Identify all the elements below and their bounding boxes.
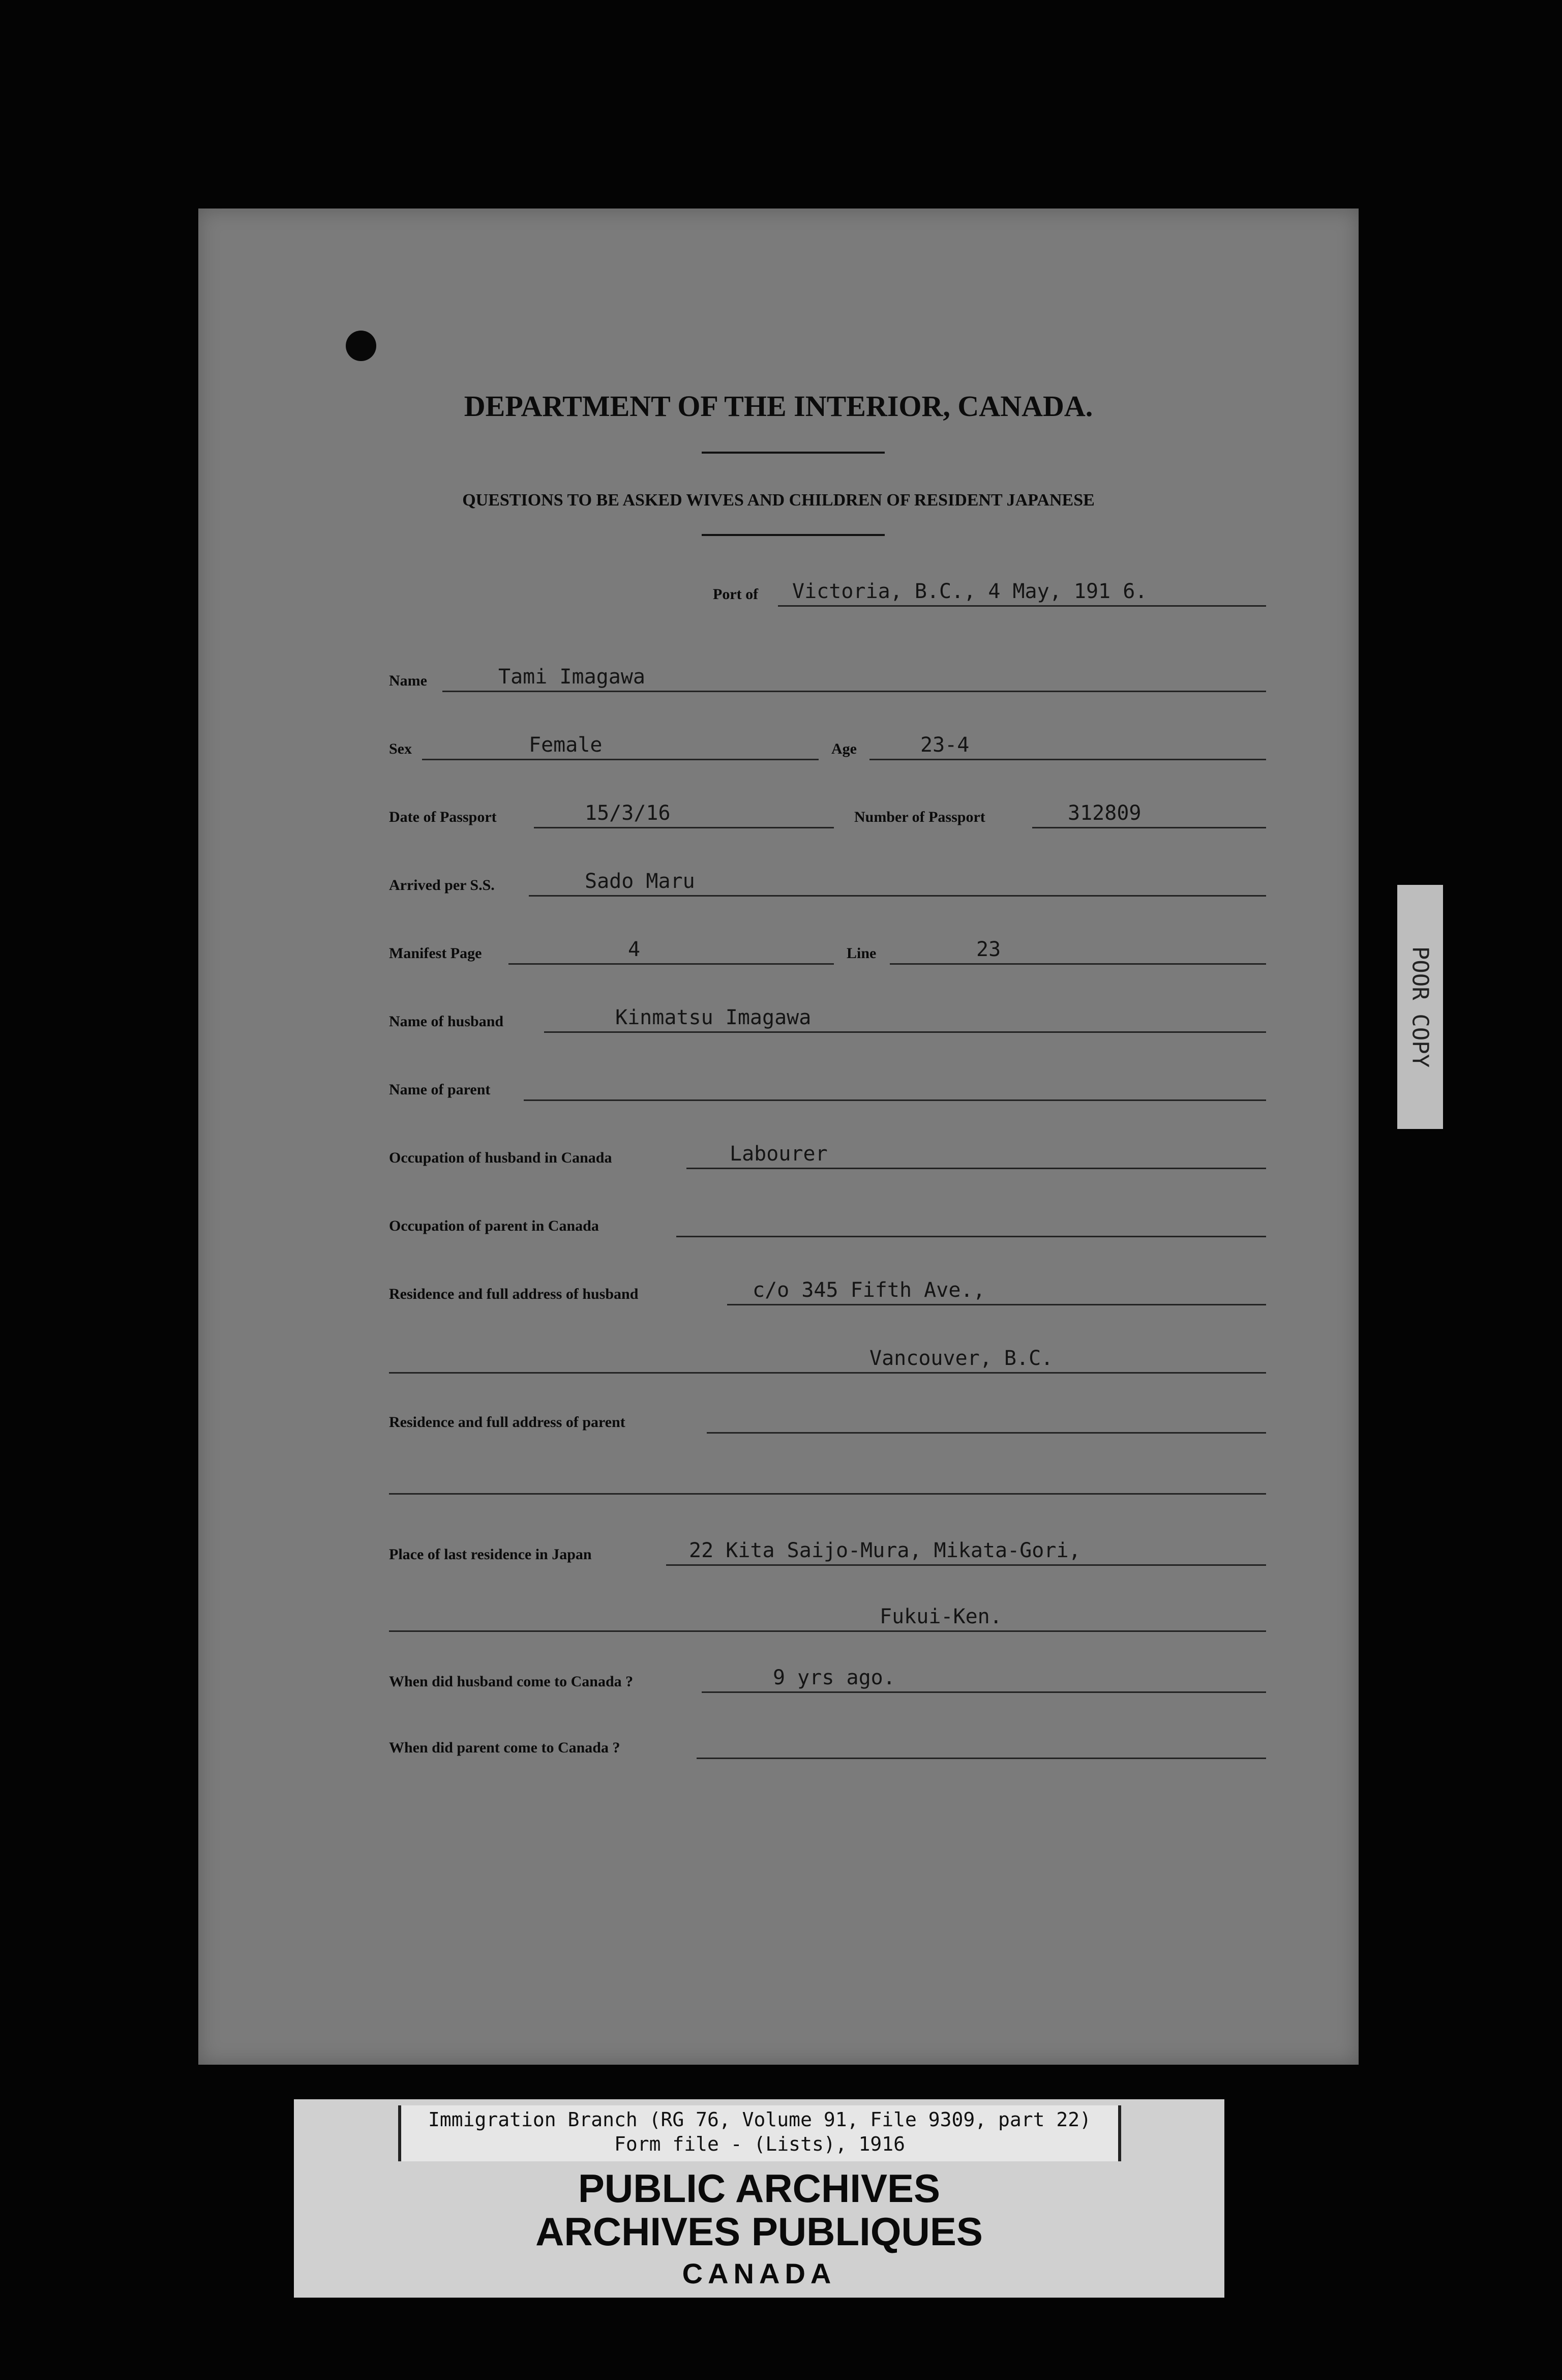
residence-parent-line-2 (389, 1493, 1266, 1495)
age-label: Age (831, 740, 857, 757)
line-line (890, 963, 1266, 965)
form-subtitle: QUESTIONS TO BE ASKED WIVES AND CHILDREN OF RESIDENT JAPANESE (462, 491, 1095, 510)
line-label: Line (847, 945, 877, 962)
date-of-passport-value: 15/3/16 (585, 801, 671, 825)
arrived-per-line (529, 895, 1266, 897)
port-value: Victoria, B.C., 4 May, 191 6. (792, 580, 1148, 603)
archives-line-1: PUBLIC ARCHIVES (578, 2166, 941, 2211)
husband-came-value: 9 yrs ago. (773, 1666, 895, 1689)
name-of-husband-line (544, 1031, 1266, 1033)
form-title: DEPARTMENT OF THE INTERIOR, CANADA. (464, 390, 1093, 423)
poor-copy-text: POOR COPY (1407, 946, 1433, 1068)
reference-line-2: Form file - (Lists), 1916 (614, 2133, 905, 2155)
sex-line (422, 759, 819, 760)
occupation-husband-label: Occupation of husband in Canada (389, 1149, 612, 1166)
last-residence-line-2 (389, 1630, 1266, 1632)
date-of-passport-label: Date of Passport (389, 809, 497, 825)
manifest-page-label: Manifest Page (389, 945, 482, 962)
residence-husband-value: c/o 345 Fifth Ave., (753, 1278, 985, 1302)
occupation-parent-label: Occupation of parent in Canada (389, 1217, 599, 1234)
subtitle-rule (702, 534, 885, 536)
occupation-husband-line (686, 1168, 1266, 1169)
archives-line-2: ARCHIVES PUBLIQUES (535, 2209, 983, 2254)
name-of-husband-value: Kinmatsu Imagawa (615, 1006, 812, 1029)
name-of-parent-label: Name of parent (389, 1081, 491, 1098)
name-of-husband-label: Name of husband (389, 1013, 504, 1030)
number-of-passport-value: 312809 (1068, 801, 1142, 825)
title-rule (702, 452, 885, 454)
reference-line-1: Immigration Branch (RG 76, Volume 91, File 9309, part 22) (428, 2108, 1092, 2131)
number-of-passport-line (1032, 827, 1266, 828)
age-value: 23-4 (920, 733, 970, 757)
manifest-page-line (508, 963, 834, 965)
residence-husband-line-2 (389, 1372, 1266, 1374)
arrived-per-label: Arrived per S.S. (389, 877, 495, 894)
occupation-parent-line (676, 1236, 1266, 1237)
reference-box (398, 2105, 1121, 2161)
parent-came-line (697, 1758, 1266, 1759)
name-value: Tami Imagawa (498, 665, 645, 689)
sex-value: Female (529, 733, 603, 757)
last-residence-label: Place of last residence in Japan (389, 1546, 592, 1563)
manifest-page-value: 4 (628, 938, 641, 961)
parent-came-label: When did parent come to Canada ? (389, 1739, 620, 1756)
punch-hole (346, 331, 376, 361)
residence-parent-label: Residence and full address of parent (389, 1414, 625, 1431)
residence-husband-label: Residence and full address of husband (389, 1286, 639, 1302)
number-of-passport-label: Number of Passport (854, 809, 985, 825)
last-residence-value: 22 Kita Saijo-Mura, Mikata-Gori, (689, 1539, 1081, 1562)
port-label: Port of (713, 586, 759, 603)
occupation-husband-value: Labourer (730, 1142, 828, 1166)
name-label: Name (389, 672, 427, 689)
residence-parent-line (707, 1432, 1266, 1434)
sex-label: Sex (389, 740, 412, 757)
date-of-passport-line (534, 827, 834, 828)
form-page (198, 209, 1359, 2065)
age-line (869, 759, 1266, 760)
poor-copy-stamp (1397, 885, 1443, 1129)
port-line (778, 605, 1266, 607)
archives-line-3: CANADA (682, 2257, 836, 2289)
husband-came-line (702, 1691, 1266, 1693)
husband-came-label: When did husband come to Canada ? (389, 1673, 634, 1690)
line-value: 23 (976, 938, 1001, 961)
last-residence-line (666, 1564, 1266, 1566)
last-residence-value-2: Fukui-Ken. (880, 1605, 1002, 1628)
name-line (442, 691, 1266, 692)
residence-husband-line (727, 1304, 1266, 1305)
residence-husband-value-2: Vancouver, B.C. (869, 1347, 1054, 1370)
name-of-parent-line (524, 1099, 1266, 1101)
archives-label (294, 2099, 1224, 2298)
arrived-per-value: Sado Maru (585, 870, 695, 893)
